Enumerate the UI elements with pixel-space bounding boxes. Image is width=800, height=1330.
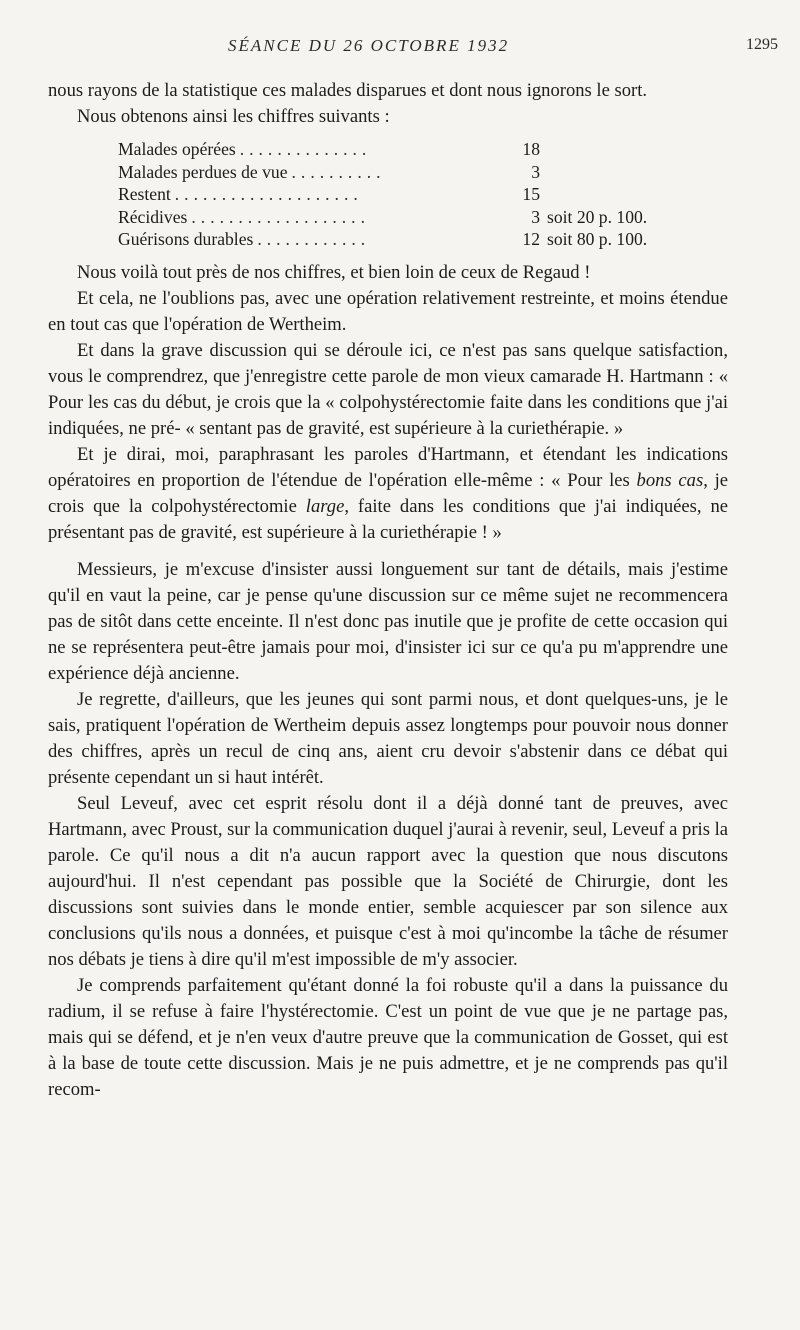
stat-row bbox=[118, 228, 683, 251]
paragraph: Messieurs, je m'excuse d'insister aussi longuement sur tant de détails, mais j'estime qu'il en vaut la peine, car je pense qu'une discussion sur ce même sujet ne recommencera pas de sitôt dans cette enceinte. Il n'est donc pas inutile que je profite de cette occasion qui ne se représentera peut-être jamais pour moi, d'insister ici sur ce qu'a pu m'apprendre une expérience déjà ancienne. bbox=[48, 558, 728, 684]
italic-text: bons cas bbox=[636, 469, 704, 491]
paragraph: Je regrette, d'ailleurs, que les jeunes qui sont parmi nous, et dont quelques-uns, je le sais, pratiquent l'opération de Wertheim depuis assez longtemps pour pouvoir nous donner des chiffres, après un recul de cinq ans, aient cru devoir s'abstenir dans ce débat qui présente cependant un si haut intérêt. bbox=[48, 688, 728, 788]
leader-dots: .................... bbox=[174, 184, 363, 204]
stat-label: Malades opérées bbox=[118, 139, 236, 159]
stat-value: 15 bbox=[522, 184, 540, 204]
stat-row bbox=[118, 138, 683, 161]
stat-label: Guérisons durables bbox=[118, 229, 254, 249]
stat-label: Récidives bbox=[118, 206, 188, 227]
paragraph: Nous voilà tout près de nos chiffres, et bien loin de ceux de Regaud ! bbox=[77, 261, 591, 283]
text-run: , faite dans les conditions que j'ai indiquées, ne présentant pas de gravité, est supérieure à la curiethérapie ! » bbox=[48, 495, 728, 543]
paragraph: Et dans la grave discussion qui se déroule ici, ce n'est pas sans quelque satisfaction, vous le comprendrez, que j'enregistre cette parole de mon vieux camarade H. Hartmann : « Pour les cas du début, je crois que la « colpohystérectomie faite dans les conditions que j'ai indiquées, ne pré- « sentant pas de gravité, est supérieure à la curiethérapie. » bbox=[48, 339, 728, 439]
leader-dots: ............ bbox=[257, 229, 371, 249]
stat-value: 3 bbox=[531, 206, 540, 227]
page-header bbox=[0, 36, 800, 60]
stat-label: Malades perdues de vue bbox=[118, 161, 288, 182]
leader-dots: ................... bbox=[191, 206, 370, 227]
running-head: SÉANCE DU 26 OCTOBRE 1932 bbox=[228, 36, 510, 55]
paragraph: Nous obtenons ainsi les chiffres suivants : bbox=[77, 106, 390, 127]
stat-row bbox=[118, 183, 683, 206]
paragraph: Seul Leveuf, avec cet esprit résolu dont il a déjà donné tant de preuves, avec Hartmann, avec Proust, sur la communication duquel j'aurai à revenir, seul, Leveuf a pris la parole. Ce qu'il nous a dit n'a aucun rapport avec la question que nous discutons aujourd'hui. Il n'est cependant pas possible que la Société de Chirurgie, dont les discussions sont suivies dans le monde entier, semble acquiescer par son silence aux conclusions qu'ils nous a données, et puisque c'est à moi qu'incombe la tâche de résumer nos débats je tiens à dire qu'il m'est impossible de m'y associer. bbox=[48, 792, 729, 970]
stat-value: 3 bbox=[531, 161, 540, 182]
paragraph: Et cela, ne l'oublions pas, avec une opération relativement restreinte, et moins étendue en tout cas que l'opération de Wertheim. bbox=[48, 287, 728, 335]
paragraph: nous rayons de la statistique ces malades disparues et dont nous ignorons le sort. bbox=[48, 80, 648, 101]
page-number: 1295 bbox=[746, 36, 778, 53]
stat-percentage: soit 80 p. 100. bbox=[547, 229, 648, 249]
leader-dots: .............. bbox=[239, 139, 372, 159]
paragraph-hartmann bbox=[48, 442, 728, 546]
statistics-table bbox=[118, 138, 683, 251]
text-run: , je crois que la colpohystérectomie bbox=[48, 469, 729, 517]
leader-dots: .......... bbox=[291, 161, 386, 182]
stat-row bbox=[118, 206, 683, 229]
stat-value: 12 bbox=[522, 229, 540, 249]
stat-value: 18 bbox=[522, 139, 540, 159]
stat-percentage: soit 20 p. 100. bbox=[547, 206, 648, 227]
stat-row bbox=[118, 161, 683, 184]
text-run: Et je dirai, moi, paraphrasant les paroles d'Hartmann, et étendant les indications opératoires en proportion de l'étendue de l'opération elle-même : « Pour les bbox=[48, 443, 728, 491]
body-text bbox=[48, 78, 728, 1103]
stat-label: Restent bbox=[118, 184, 171, 204]
paragraph: Je comprends parfaitement qu'étant donné la foi robuste qu'il a dans la puissance du radium, il se refuse à faire l'hystérectomie. C'est un point de vue que je ne partage pas, mais qui se défend, et je n'en veux d'autre preuve que la communication de Gosset, qui est à la base de toute cette discussion. Mais je ne puis admettre, et je ne comprends pas qu'il recom- bbox=[48, 974, 728, 1100]
italic-text: large bbox=[305, 495, 345, 517]
